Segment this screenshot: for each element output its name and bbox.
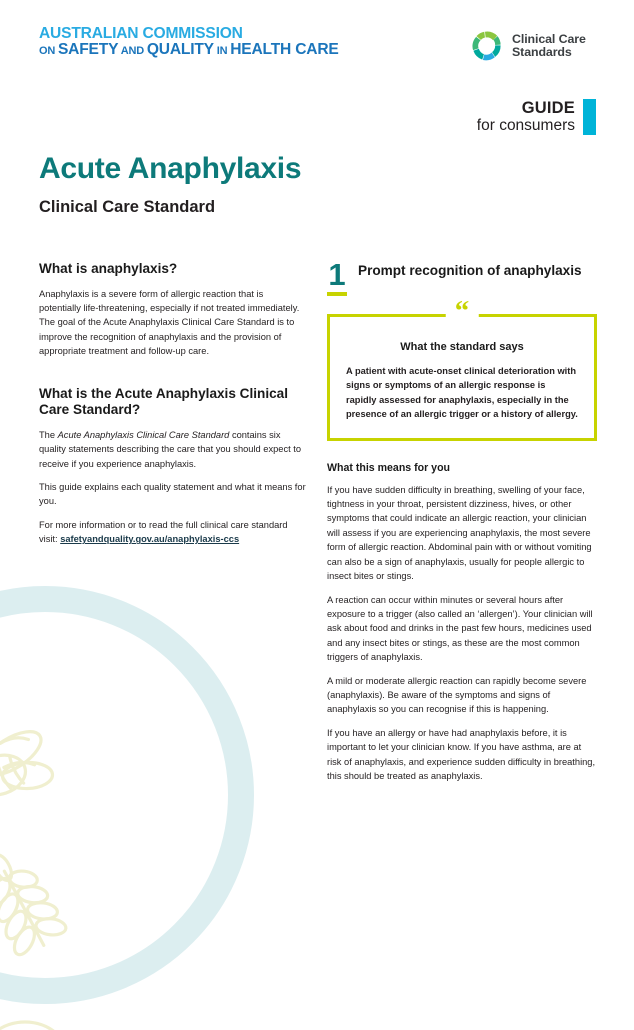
acsqhc-quality: QUALITY [146, 40, 214, 58]
page-header [0, 0, 634, 150]
para-more-info-pre: For more information or to read the full clinical care standard visit: [39, 519, 288, 545]
acsqhc-on: ON [39, 44, 58, 57]
revision-code [1, 788, 8, 812]
guide-banner [477, 99, 596, 135]
quality-statement-heading [327, 257, 597, 296]
page-subtitle: Clinical Care Standard [39, 198, 216, 216]
guide-accent-bar [583, 99, 596, 135]
statement-number-underline [327, 292, 347, 296]
para-guide-explains: This guide explains each quality statement and what it means for you. [39, 481, 306, 507]
acsqhc-logo-line1: AUSTRALIAN COMMISSION [39, 25, 243, 42]
page-title: Acute Anaphylaxis [39, 152, 302, 185]
standard-website-link[interactable]: safetyandquality.gov.au/anaphylaxis-ccs [60, 534, 240, 545]
statement-number: 1 [328, 257, 346, 292]
guide-audience: for consumers [476, 117, 575, 135]
means-para-2: A reaction can occur within minutes or several hours after exposure to a trigger (also called an ‘allergen’). Your clinician will ask about food and drinks in the past few hours, medicines used and any insect bites or stings, as these are the most common triggers of anaphylaxis. [327, 594, 593, 663]
heading-what-this-means: What this means for you [327, 461, 451, 474]
para-what-is-anaphylaxis: Anaphylaxis is a severe form of allergic reaction that is potentially life-threatening, especially if not treated immediately. The goal of the Acute Anaphylaxis Clinical Care Standard is to improve the recognition of anaphylaxis and the provision of appropriate treatment and follow-up care. [39, 288, 300, 357]
acsqhc-healthcare: HEALTH CARE [230, 40, 339, 58]
quote-box-text: A patient with acute-onset clinical deterioration with signs or symptoms of an allergic response is rapidly assessed for anaphylaxis, especially in the presence of an allergic trigger or a history of allergy. [346, 365, 578, 420]
acsqhc-safety: SAFETY [57, 40, 119, 58]
para-standard-pre: The [39, 429, 58, 440]
left-column [39, 261, 307, 547]
acsqhc-logo-line2 [39, 42, 339, 58]
guide-label: GUIDE [521, 99, 575, 117]
right-column [327, 257, 597, 783]
clinical-care-standards-logo [470, 29, 586, 63]
statement-title: Prompt recognition of anaphylaxis [358, 263, 582, 278]
para-standard-italic-title: Acute Anaphylaxis Clinical Care Standard [57, 429, 230, 440]
ccs-logo-line2: Standards [512, 45, 572, 59]
acsqhc-and: AND [118, 44, 147, 57]
means-para-3: A mild or moderate allergic reaction can rapidly become severe (anaphylaxis). Be aware of the symptoms and signs of anaphylaxis so you can recognise if this is happening. [327, 675, 587, 715]
heading-what-is-anaphylaxis: What is anaphylaxis? [39, 261, 178, 276]
decorative-watermark [0, 560, 320, 1030]
ccs-ring-icon [470, 29, 504, 63]
heading-what-is-the-standard: What is the Acute Anaphylaxis Clinical Care Standard? [39, 385, 289, 418]
statement-number-wrap [327, 257, 347, 296]
means-para-4: If you have an allergy or have had anaphylaxis before, it is important to let your clinician know. If you have asthma, are at risk of anaphylaxis, and experience sudden difficulty in breathing, this should be treated as anaphylaxis. [327, 727, 596, 781]
means-para-1: If you have sudden difficulty in breathing, swelling of your face, tightness in your throat, persistent dizziness, hives, or other symptoms that could indicate an allergic reaction, your clinician will assess if you are experiencing anaphylaxis, the most severe form of allergic reaction. Abdominal pain with or without vomiting can also be a sign of anaphylaxis, usually for people allergic to insect bites or stings. [327, 484, 592, 582]
quote-box-title: What the standard says [400, 340, 524, 353]
para-more-information [39, 518, 307, 547]
para-standard-post: contains six quality statements describing the care that you should expect to receive if you experience anaphylaxis. [39, 429, 302, 469]
acsqhc-logo [39, 26, 339, 58]
quote-mark-icon: “ [446, 303, 479, 321]
acsqhc-in: IN [213, 44, 231, 57]
guide-banner-text [477, 99, 575, 135]
ccs-logo-line1: Clinical Care [512, 31, 586, 46]
what-the-standard-says-box [327, 294, 597, 441]
para-standard-overview [39, 428, 307, 471]
title-block [39, 152, 301, 217]
ccs-logo-text [512, 33, 586, 60]
